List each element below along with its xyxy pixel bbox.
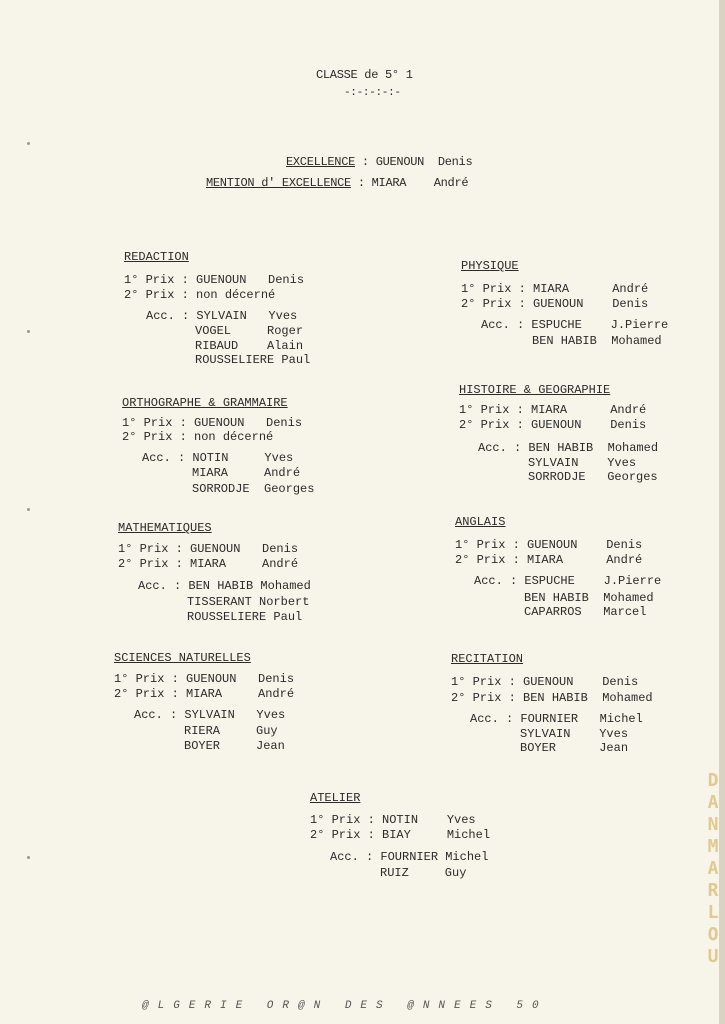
excellence-line [286,155,472,170]
accessit-row: RIBAUD Alain [195,339,304,353]
punch-mark [27,142,30,145]
accessit-row: BOYER Jean [520,741,629,755]
section-title: SCIENCES NATURELLES [114,651,251,665]
second-prize: 2° Prix : GUENOUN Denis [459,418,647,432]
excellence-label: EXCELLENCE [286,155,356,169]
section-title: ORTHOGRAPHE & GRAMMAIRE [122,396,288,410]
mention-value: : MIARA André [357,176,469,190]
section-title: REDACTION [124,250,189,264]
second-prize: 2° Prix : MIARA André [114,687,295,701]
accessit-row: Acc. : ESPUCHE J.Pierre [481,318,669,332]
section-title: HISTOIRE & GEOGRAPHIE [459,383,611,397]
excellence-value: : GUENOUN Denis [361,155,473,169]
first-prize: 1° Prix : MIARA André [459,403,647,417]
section-title: ATELIER [310,791,361,805]
second-prize: 2° Prix : BEN HABIB Mohamed [451,691,653,705]
second-prize: 2° Prix : non décerné [124,288,276,302]
accessit-row: SYLVAIN Yves [528,456,637,470]
mention-label: MENTION d' EXCELLENCE [206,176,351,190]
accessit-row: Acc. : FOURNIER Michel [330,850,489,864]
accessit-row: BEN HABIB Mohamed [532,334,662,348]
accessit-row: ROUSSELIERE Paul [195,353,311,367]
section-title: ANGLAIS [455,515,506,529]
accessit-row: RUIZ Guy [380,866,467,880]
first-prize: 1° Prix : GUENOUN Denis [122,416,303,430]
accessit-row: RIERA Guy [184,724,278,738]
accessit-row: BOYER Jean [184,739,285,753]
accessit-row: Acc. : FOURNIER Michel [470,712,643,726]
accessit-row: VOGEL Roger [195,324,304,338]
first-prize: 1° Prix : GUENOUN Denis [455,538,643,552]
accessit-row: TISSERANT Norbert [187,595,310,609]
first-prize: 1° Prix : GUENOUN Denis [118,542,299,556]
first-prize: 1° Prix : GUENOUN Denis [451,675,639,689]
accessit-row: SYLVAIN Yves [520,727,629,741]
first-prize: 1° Prix : NOTIN Yves [310,813,476,827]
title-separator: -:-:-:-:- [344,87,401,99]
section-title: PHYSIQUE [461,259,519,273]
accessit-row: ROUSSELIERE Paul [187,610,303,624]
punch-mark [27,508,30,511]
second-prize: 2° Prix : MIARA André [455,553,643,567]
first-prize: 1° Prix : GUENOUN Denis [124,273,305,287]
second-prize: 2° Prix : GUENOUN Denis [461,297,649,311]
mention-line [206,176,468,191]
accessit-row: Acc. : BEN HABIB Mohamed [478,441,659,455]
watermark-vertical: DANMARLOU [707,770,719,967]
section-title: MATHEMATIQUES [118,521,212,535]
accessit-row: Acc. : SYLVAIN Yves [134,708,286,722]
accessit-row: SORRODJE Georges [192,482,315,496]
section-title: RECITATION [451,652,524,666]
second-prize: 2° Prix : BIAY Michel [310,828,491,842]
accessit-row: SORRODJE Georges [528,470,658,484]
accessit-row: BEN HABIB Mohamed [524,591,654,605]
accessit-row: CAPARROS Marcel [524,605,647,619]
accessit-row: MIARA André [192,466,301,480]
punch-mark [27,330,30,333]
accessit-row: Acc. : SYLVAIN Yves [146,309,298,323]
first-prize: 1° Prix : MIARA André [461,282,649,296]
first-prize: 1° Prix : GUENOUN Denis [114,672,295,686]
accessit-row: Acc. : ESPUCHE J.Pierre [474,574,662,588]
page-title: CLASSE de 5° 1 [316,68,413,82]
second-prize: 2° Prix : MIARA André [118,557,299,571]
punch-mark [27,856,30,859]
accessit-row: Acc. : NOTIN Yves [142,451,294,465]
page-footer: @LGERIE OR@N DES @NNEES 50 [142,1000,548,1012]
second-prize: 2° Prix : non décerné [122,430,274,444]
accessit-row: Acc. : BEN HABIB Mohamed [138,579,311,593]
